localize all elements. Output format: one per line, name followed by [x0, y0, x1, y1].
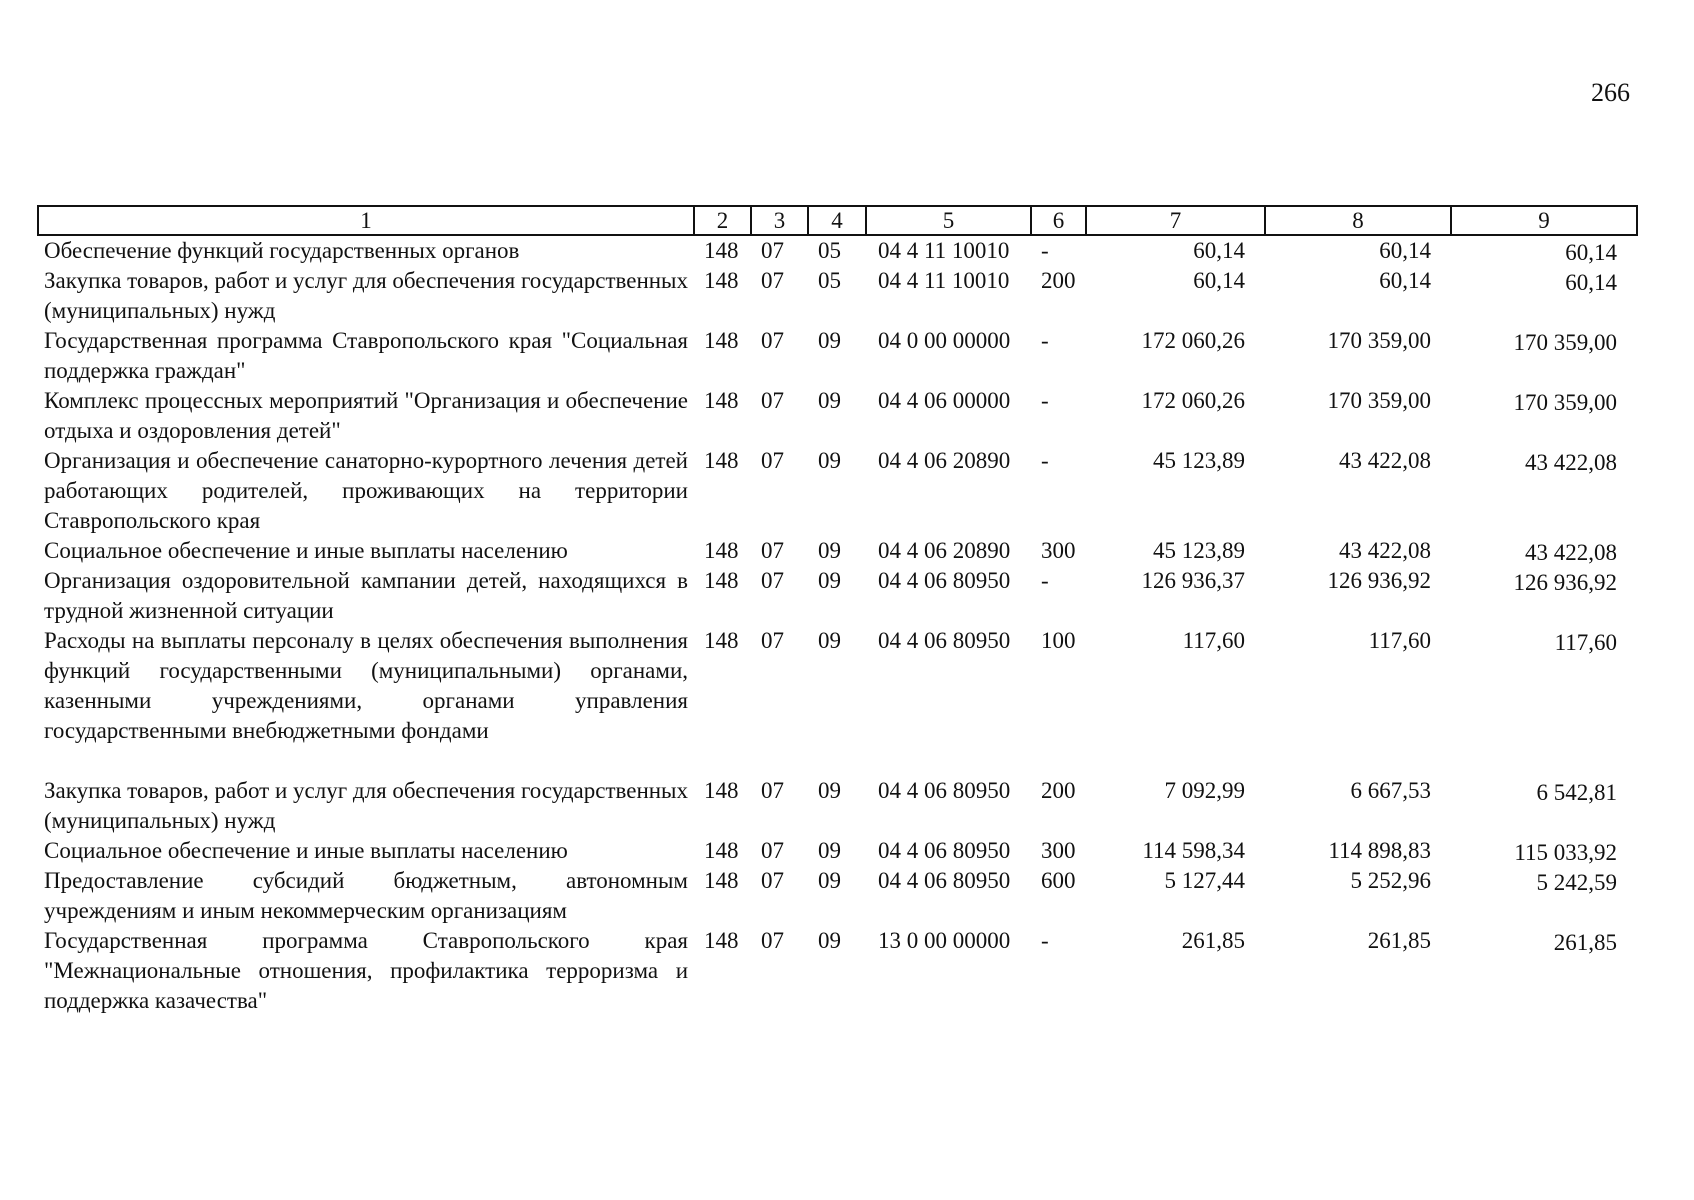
cell-col7: 172 060,26 — [1141, 388, 1245, 413]
cell-col2: 148 — [704, 568, 739, 593]
cell-col7: 172 060,26 — [1141, 328, 1245, 353]
cell-col3: 07 — [761, 448, 784, 473]
cell-col6: 300 — [1041, 538, 1076, 563]
cell-col8: 43 422,08 — [1339, 448, 1431, 473]
table-row — [38, 566, 1637, 626]
cell-col4: 09 — [818, 868, 841, 893]
row-name: Государственная программа Ставропольского края "Межнациональные отношения, профилактика терроризма и поддержка казачества" — [44, 928, 688, 1013]
cell-col4: 09 — [818, 388, 841, 413]
cell-col9-value: 43 422,08 — [1525, 450, 1617, 475]
cell-col7: 126 936,37 — [1141, 568, 1245, 593]
cell-col5: 04 4 11 10010 — [878, 268, 1010, 293]
cell-col9 — [1451, 446, 1637, 536]
column-header-7: 7 — [1086, 206, 1265, 235]
cell-col9-value: 60,14 — [1565, 270, 1617, 295]
cell-col6: 300 — [1041, 838, 1076, 863]
cell-col9 — [1451, 326, 1637, 386]
row-name: Закупка товаров, работ и услуг для обеспечения государственных (муниципальных) нужд — [44, 268, 689, 323]
cell-col2: 148 — [704, 928, 739, 953]
cell-col9-value: 115 033,92 — [1514, 840, 1617, 865]
cell-col3: 07 — [761, 568, 784, 593]
cell-col7: 60,14 — [1193, 238, 1245, 263]
cell-col9 — [1451, 776, 1637, 836]
table-row — [38, 386, 1637, 446]
cell-col9 — [1451, 626, 1637, 746]
table-row — [38, 776, 1637, 836]
cell-col8: 114 898,83 — [1328, 838, 1431, 863]
cell-col7: 261,85 — [1181, 928, 1245, 953]
column-header-9: 9 — [1451, 206, 1637, 235]
cell-col3: 07 — [761, 388, 784, 413]
cell-col9-value: 60,14 — [1565, 240, 1617, 265]
cell-col4: 09 — [818, 778, 841, 803]
row-name: Организация оздоровительной кампании детей, находящихся в трудной жизненной ситуации — [44, 568, 688, 623]
cell-col9-value: 170 359,00 — [1513, 390, 1617, 415]
cell-col4: 05 — [818, 238, 841, 263]
spacer-cell — [38, 746, 1637, 776]
cell-col9 — [1451, 235, 1637, 266]
cell-col3: 07 — [761, 778, 784, 803]
cell-col6: - — [1041, 238, 1049, 263]
cell-col9-value: 261,85 — [1553, 930, 1617, 955]
cell-col9-value: 6 542,81 — [1536, 780, 1617, 805]
cell-col6: 600 — [1041, 868, 1076, 893]
cell-col3: 07 — [761, 838, 784, 863]
cell-col5: 04 0 00 00000 — [878, 328, 1011, 353]
cell-col7: 45 123,89 — [1153, 448, 1245, 473]
cell-col5: 04 4 06 80950 — [878, 778, 1011, 803]
row-name: Закупка товаров, работ и услуг для обеспечения государственных (муниципальных) нужд — [44, 778, 689, 833]
column-header-1: 1 — [38, 206, 694, 235]
cell-col2: 148 — [704, 538, 739, 563]
table-spacer-row — [38, 746, 1637, 776]
table-row — [38, 626, 1637, 746]
cell-col9 — [1451, 386, 1637, 446]
cell-col4: 09 — [818, 568, 841, 593]
column-header-6: 6 — [1031, 206, 1086, 235]
cell-col7: 114 598,34 — [1142, 838, 1245, 863]
cell-col6: 200 — [1041, 778, 1076, 803]
table-row — [38, 235, 1637, 266]
cell-col3: 07 — [761, 538, 784, 563]
row-name: Комплекс процессных мероприятий "Организация и обеспечение отдыха и оздоровления детей" — [44, 388, 688, 443]
cell-col5: 04 4 06 20890 — [878, 538, 1011, 563]
cell-col5: 04 4 11 10010 — [878, 238, 1010, 263]
cell-col4: 09 — [818, 328, 841, 353]
table-row — [38, 836, 1637, 866]
row-name: Расходы на выплаты персоналу в целях обеспечения выполнения функций государственными (муниципальными) органами, казенными учреждениями, органами управления государственными внебюджетными фондами — [44, 628, 688, 743]
cell-col2: 148 — [704, 778, 739, 803]
row-name: Организация и обеспечение санаторно-курортного лечения детей работающих родителей, проживающих на территории Ставропольского края — [44, 448, 688, 533]
row-name: Социальное обеспечение и иные выплаты населению — [44, 538, 568, 563]
cell-col5: 04 4 06 20890 — [878, 448, 1011, 473]
cell-col5: 04 4 06 80950 — [878, 868, 1011, 893]
column-header-5: 5 — [866, 206, 1031, 235]
cell-col9-value: 5 242,59 — [1536, 870, 1617, 895]
cell-col9 — [1451, 926, 1637, 1016]
cell-col6: - — [1041, 568, 1049, 593]
cell-col4: 09 — [818, 448, 841, 473]
table-row — [38, 536, 1637, 566]
cell-col8: 170 359,00 — [1327, 328, 1431, 353]
cell-col3: 07 — [761, 868, 784, 893]
cell-col9 — [1451, 866, 1637, 926]
cell-col8: 261,85 — [1367, 928, 1431, 953]
cell-col4: 09 — [818, 838, 841, 863]
cell-col3: 07 — [761, 628, 784, 653]
cell-col9-value: 170 359,00 — [1513, 330, 1617, 355]
cell-col6: - — [1041, 928, 1049, 953]
table-row — [38, 446, 1637, 536]
table-row — [38, 866, 1637, 926]
cell-col3: 07 — [761, 238, 784, 263]
table-row — [38, 926, 1637, 1016]
cell-col4: 05 — [818, 268, 841, 293]
column-header-3: 3 — [751, 206, 808, 235]
cell-col2: 148 — [704, 868, 739, 893]
cell-col7: 60,14 — [1193, 268, 1245, 293]
cell-col9-value: 43 422,08 — [1525, 540, 1617, 565]
cell-col3: 07 — [761, 268, 784, 293]
cell-col3: 07 — [761, 928, 784, 953]
cell-col8: 60,14 — [1379, 268, 1431, 293]
cell-col8: 6 667,53 — [1350, 778, 1431, 803]
cell-col7: 5 127,44 — [1164, 868, 1245, 893]
cell-col6: - — [1041, 388, 1049, 413]
cell-col2: 148 — [704, 628, 739, 653]
table-row — [38, 266, 1637, 326]
column-header-8: 8 — [1265, 206, 1451, 235]
cell-col8: 5 252,96 — [1350, 868, 1431, 893]
cell-col9 — [1451, 836, 1637, 866]
cell-col2: 148 — [704, 328, 739, 353]
cell-col7: 7 092,99 — [1164, 778, 1245, 803]
cell-col2: 148 — [704, 838, 739, 863]
table-row — [38, 326, 1637, 386]
cell-col2: 148 — [704, 388, 739, 413]
cell-col5: 04 4 06 80950 — [878, 628, 1011, 653]
cell-col2: 148 — [704, 238, 739, 263]
cell-col5: 04 4 06 80950 — [878, 568, 1011, 593]
row-name: Социальное обеспечение и иные выплаты населению — [44, 838, 568, 863]
column-header-4: 4 — [808, 206, 866, 235]
cell-col9-value: 126 936,92 — [1513, 570, 1617, 595]
cell-col8: 43 422,08 — [1339, 538, 1431, 563]
cell-col8: 126 936,92 — [1327, 568, 1431, 593]
cell-col4: 09 — [818, 928, 841, 953]
cell-col8: 170 359,00 — [1327, 388, 1431, 413]
cell-col6: 100 — [1041, 628, 1076, 653]
cell-col6: - — [1041, 448, 1049, 473]
row-name: Государственная программа Ставропольского края "Социальная поддержка граждан" — [44, 328, 688, 383]
page-number: 266 — [1591, 78, 1630, 107]
row-name: Обеспечение функций государственных органов — [44, 238, 520, 263]
row-name: Предоставление субсидий бюджетным, автономным учреждениям и иным некоммерческим организациям — [44, 868, 688, 923]
cell-col6: 200 — [1041, 268, 1076, 293]
cell-col5: 04 4 06 00000 — [878, 388, 1011, 413]
cell-col5: 04 4 06 80950 — [878, 838, 1011, 863]
cell-col5: 13 0 00 00000 — [878, 928, 1011, 953]
cell-col4: 09 — [818, 628, 841, 653]
cell-col4: 09 — [818, 538, 841, 563]
cell-col2: 148 — [704, 268, 739, 293]
cell-col8: 117,60 — [1368, 628, 1431, 653]
cell-col9 — [1451, 536, 1637, 566]
cell-col3: 07 — [761, 328, 784, 353]
cell-col7: 45 123,89 — [1153, 538, 1245, 563]
cell-col6: - — [1041, 328, 1049, 353]
table-header-row — [38, 206, 1637, 235]
cell-col9-value: 117,60 — [1554, 630, 1617, 655]
cell-col2: 148 — [704, 448, 739, 473]
cell-col9 — [1451, 566, 1637, 626]
budget-table — [37, 205, 1638, 1016]
cell-col7: 117,60 — [1182, 628, 1245, 653]
cell-col9 — [1451, 266, 1637, 326]
cell-col8: 60,14 — [1379, 238, 1431, 263]
column-header-2: 2 — [694, 206, 751, 235]
